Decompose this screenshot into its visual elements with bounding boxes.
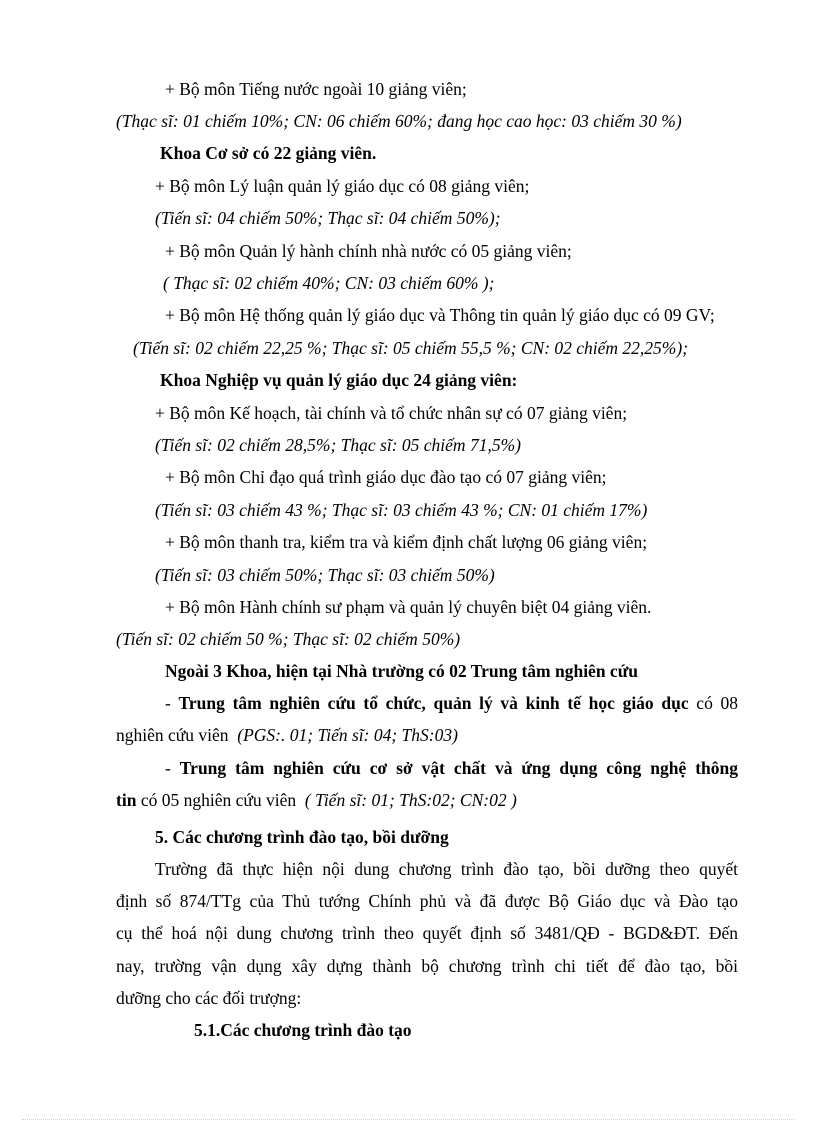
dept-foreign-language-line: + Bộ môn Tiếng nước ngoài 10 giảng viên; [165, 79, 467, 99]
center-1-tail: có 08 [688, 693, 739, 713]
faculty-operations-heading: Khoa Nghiệp vụ quản lý giáo dục 24 giảng viên: [160, 370, 518, 390]
dept-info-systems-stats: (Tiến sĩ: 02 chiếm 22,25 %; Thạc sĩ: 05 chiếm 55,5 %; CN: 02 chiếm 22,25%); [133, 338, 689, 358]
research-centers-heading: Ngoài 3 Khoa, hiện tại Nhà trường có 02 Trung tâm nghiên cứu [165, 661, 638, 681]
center-2-name-b: tin [116, 790, 137, 810]
section-5-para-line-4: nay, trường vận dụng xây dựng thành bộ chương trình chi tiết để đào tạo, bồi [116, 956, 738, 976]
dept-planning-line: + Bộ môn Kế hoạch, tài chính và tổ chức nhân sự có 07 giảng viên; [155, 403, 628, 423]
subsection-5-1-heading: 5.1.Các chương trình đào tạo [194, 1020, 412, 1040]
center-2-line-1 [116, 757, 738, 779]
dept-state-admin-line: + Bộ môn Quản lý hành chính nhà nước có 05 giảng viên; [165, 241, 572, 261]
dept-info-systems-line: + Bộ môn Hệ thống quản lý giáo dục và Thông tin quản lý giáo dục có 09 GV; [165, 305, 715, 325]
center-2-detail: ( Tiến sĩ: 01; ThS:02; CN:02 ) [304, 790, 517, 810]
center-1-detail: (PGS:. 01; Tiến sĩ: 04; ThS:03) [237, 725, 458, 745]
dept-inspection-stats: (Tiến sĩ: 03 chiếm 50%; Thạc sĩ: 03 chiếm 50%) [155, 565, 495, 585]
dept-theory-stats: (Tiến sĩ: 04 chiếm 50%; Thạc sĩ: 04 chiếm 50%); [155, 208, 501, 228]
dept-inspection-line: + Bộ môn thanh tra, kiểm tra và kiểm định chất lượng 06 giảng viên; [165, 532, 648, 552]
section-5-para-text-1: Trường đã thực hiện nội dung chương trình đào tạo, bồi dưỡng theo quyết [155, 859, 738, 879]
dept-pedagogy-stats: (Tiến sĩ: 02 chiếm 50 %; Thạc sĩ: 02 chiếm 50%) [116, 629, 461, 649]
dept-direction-line: + Bộ môn Chỉ đạo quá trình giáo dục đào tạo có 07 giảng viên; [165, 467, 607, 487]
section-5-para-line-2: định số 874/TTg của Thủ tướng Chính phủ và đã được Bộ Giáo dục và Đào tạo [116, 891, 738, 911]
dept-theory-line: + Bộ môn Lý luận quản lý giáo dục có 08 giảng viên; [155, 176, 530, 196]
center-2-tail: có 05 nghiên cứu viên [136, 790, 297, 810]
center-1-dash: - [165, 693, 179, 713]
dept-state-admin-stats: ( Thạc sĩ: 02 chiếm 40%; CN: 03 chiếm 60% ); [163, 273, 495, 293]
center-1-line-1 [116, 692, 738, 714]
dept-foreign-language-stats: (Thạc sĩ: 01 chiếm 10%; CN: 06 chiếm 60%; đang học cao học: 03 chiếm 30 %) [116, 111, 682, 131]
section-5-heading: 5. Các chương trình đào tạo, bồi dưỡng [155, 827, 449, 847]
section-5-para-line-3: cụ thể hoá nội dung chương trình theo quyết định số 3481/QĐ - BGD&ĐT. Đến [116, 923, 738, 943]
dept-pedagogy-line: + Bộ môn Hành chính sư phạm và quản lý chuyên biệt 04 giảng viên. [165, 597, 652, 617]
faculty-basic-heading: Khoa Cơ sở có 22 giảng viên. [160, 143, 377, 163]
center-2-dash: - [165, 758, 180, 778]
center-1-line-2 [116, 724, 458, 746]
center-1-name: Trung tâm nghiên cứu tổ chức, quản lý và kinh tế học giáo dục [178, 693, 689, 713]
dept-planning-stats: (Tiến sĩ: 02 chiếm 28,5%; Thạc sĩ: 05 chiếm 71,5%) [155, 435, 521, 455]
section-5-para-line-5: dưỡng cho các đối trượng: [116, 988, 302, 1008]
center-2-line-2 [116, 789, 517, 811]
center-2-name-a: Trung tâm nghiên cứu cơ sở vật chất và ứng dụng công nghệ thông [179, 758, 738, 778]
page-bottom-divider [22, 1119, 794, 1120]
dept-direction-stats: (Tiến sĩ: 03 chiếm 43 %; Thạc sĩ: 03 chiếm 43 %; CN: 01 chiếm 17%) [155, 500, 648, 520]
center-1-researchers: nghiên cứu viên [116, 725, 229, 745]
section-5-para-line-1 [116, 858, 738, 880]
